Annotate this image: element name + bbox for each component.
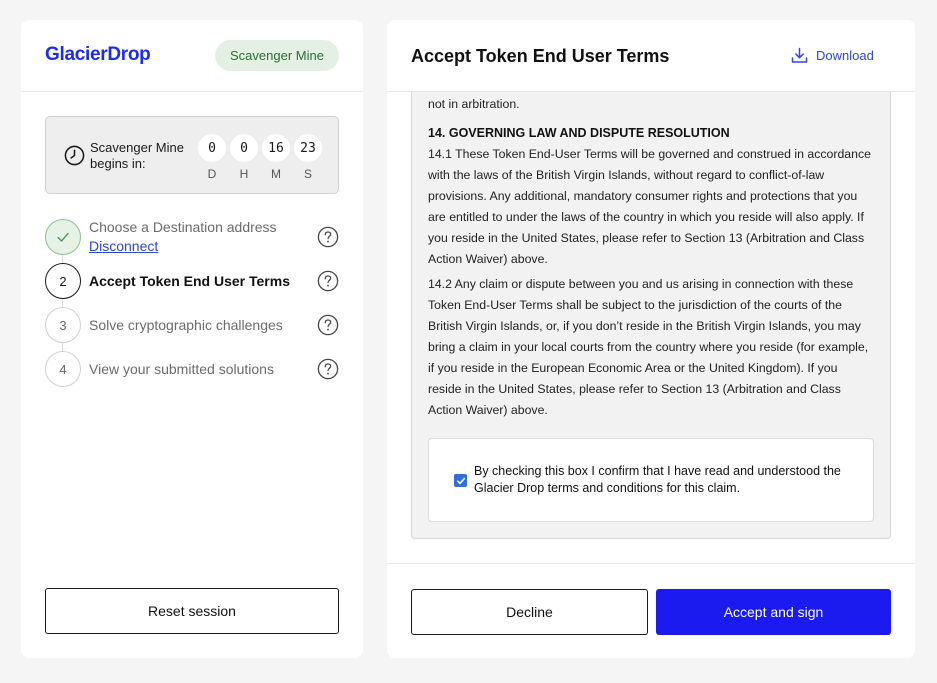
- countdown-label: Scavenger Mine begins in:: [90, 140, 184, 171]
- countdown-hours: [230, 134, 258, 181]
- step-connector: [62, 299, 63, 307]
- help-icon[interactable]: [317, 314, 339, 336]
- check-icon: [56, 230, 70, 244]
- countdown-seconds-value: 23: [294, 134, 322, 162]
- terms-header: [387, 20, 915, 92]
- disconnect-link[interactable]: Disconnect: [89, 238, 159, 254]
- step-label: Accept Token End User Terms: [89, 273, 290, 289]
- countdown-hours-value: 0: [230, 134, 258, 162]
- terms-paragraph: 14.1 These Token End-User Terms will be governed and construed in accordance with the laws of the British Virgin Islands, without regard to conflict-of-law provisions. Any additional, mandatory consumer rights and protections that you are entitled to under the laws of the country in which you reside will also apply. If you reside in the United States, please refer to Section 13 (Arbitration and Class Action Waiver) above.: [428, 147, 871, 266]
- terms-section-heading: 14. GOVERNING LAW AND DISPUTE RESOLUTION: [428, 126, 730, 140]
- terms-scroll-area[interactable]: [411, 80, 891, 539]
- terms-paragraph: 14.2 Any claim or dispute between you and us arising in connection with these Token End-User Terms shall be subject to the jurisdiction of the courts of the British Virgin Islands, or, if you don’t reside in the British Virgin Islands, you may bring a claim in your local courts from the country where you reside (for example, if you reside in the European Economic Area or the United Kingdom). If you reside in the United States, please refer to Section 13 (Arbitration and Class Action Waiver) above.: [428, 277, 869, 417]
- step-complete-indicator: [45, 219, 81, 255]
- step-label: Solve cryptographic challenges: [89, 317, 283, 333]
- step-number: 4: [45, 351, 81, 387]
- logo: GlacierDrop: [45, 44, 151, 65]
- terms-text: [428, 94, 874, 425]
- clock-icon: [64, 145, 85, 166]
- confirm-label: By checking this box I confirm that I have read and understood the Glacier Drop terms and conditions for this claim.: [474, 464, 841, 495]
- step-solve-challenges: [45, 307, 339, 343]
- step-connector: [62, 255, 63, 263]
- terms-panel: [387, 20, 915, 658]
- step-connector: [62, 343, 63, 351]
- confirm-box: [428, 438, 874, 522]
- countdown-seconds-label: S: [303, 167, 312, 181]
- decline-button[interactable]: Decline: [411, 589, 648, 635]
- step-number: 2: [45, 263, 81, 299]
- countdown-hours-label: H: [239, 167, 249, 181]
- phase-badge: Scavenger Mine: [215, 40, 339, 71]
- countdown-minutes: [262, 134, 290, 181]
- step-label: View your submitted solutions: [89, 361, 274, 377]
- download-button[interactable]: [791, 47, 874, 64]
- help-icon[interactable]: [317, 270, 339, 292]
- step-accept-terms: [45, 263, 339, 299]
- countdown-days: [198, 134, 226, 181]
- countdown-days-label: D: [207, 167, 217, 181]
- download-label: Download: [816, 48, 874, 63]
- countdown-minutes-value: 16: [262, 134, 290, 162]
- countdown-days-value: 0: [198, 134, 226, 162]
- accept-and-sign-button[interactable]: Accept and sign: [656, 589, 891, 635]
- help-icon[interactable]: [317, 358, 339, 380]
- reset-session-button[interactable]: Reset session: [45, 588, 339, 634]
- action-footer: [387, 563, 915, 658]
- terms-fragment: not in arbitration.: [428, 97, 520, 111]
- confirm-checkbox[interactable]: [454, 474, 467, 487]
- step-choose-destination: [45, 219, 339, 255]
- progress-panel: [21, 20, 363, 658]
- countdown-minutes-label: M: [271, 167, 281, 181]
- download-icon: [791, 47, 808, 64]
- check-icon: [456, 476, 466, 486]
- countdown-panel: [45, 116, 339, 194]
- sidebar-header: [21, 20, 363, 92]
- help-icon[interactable]: [317, 226, 339, 248]
- countdown-seconds: [294, 134, 322, 181]
- page-title: Accept Token End User Terms: [411, 46, 670, 66]
- step-view-solutions: [45, 351, 339, 387]
- step-number: 3: [45, 307, 81, 343]
- step-label: Choose a Destination address: [89, 219, 277, 235]
